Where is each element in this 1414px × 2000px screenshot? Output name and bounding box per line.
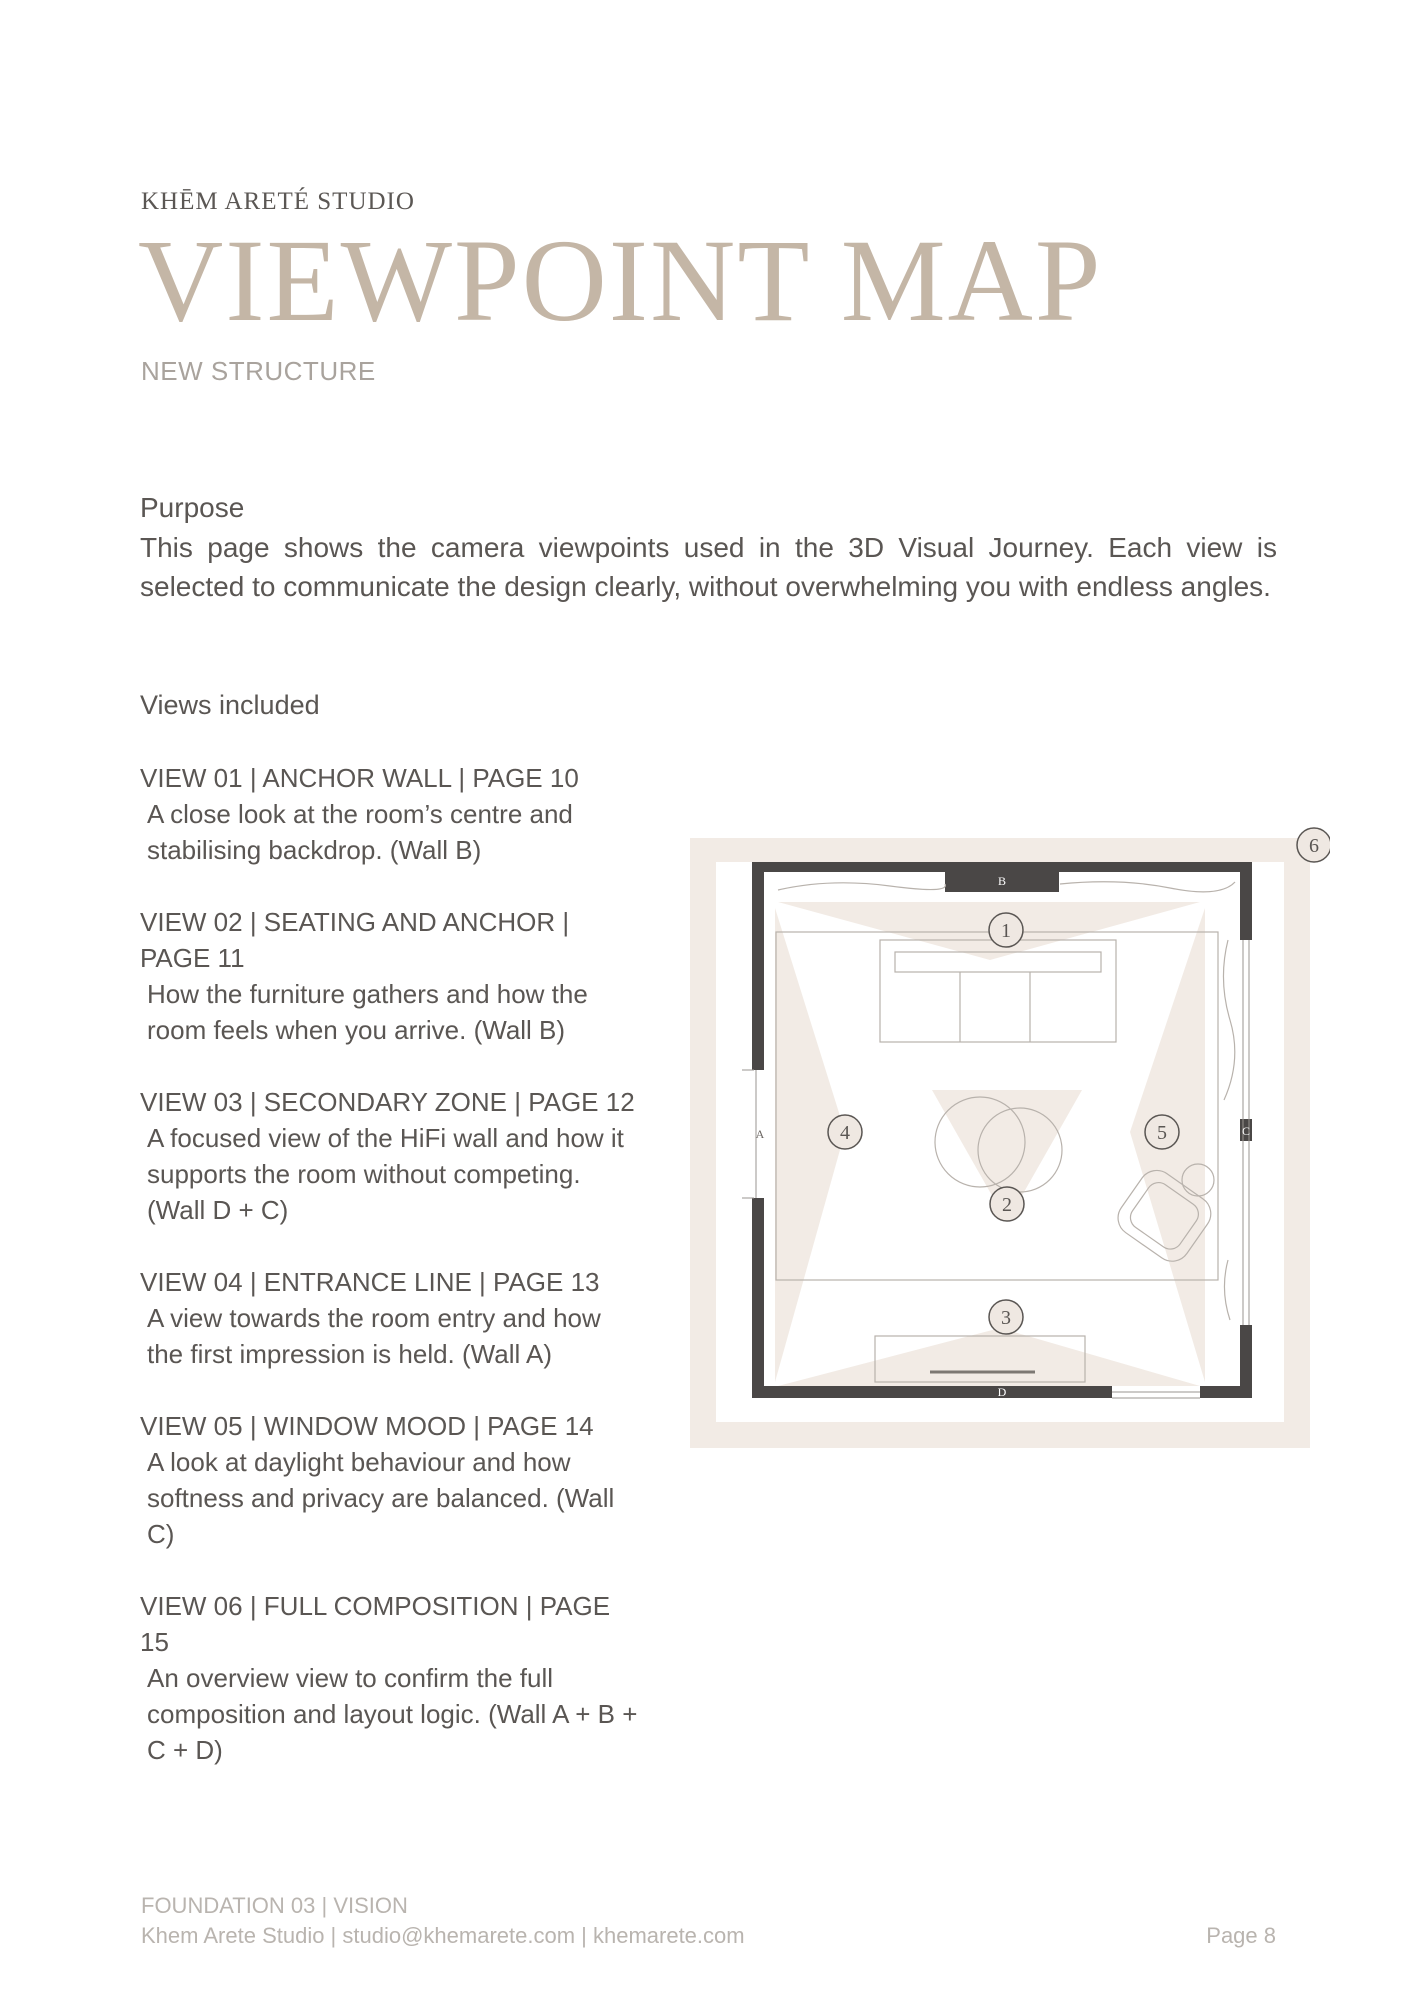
view-description: A focused view of the HiFi wall and how it supports the room without competing. (Wall D + C) [147, 1123, 624, 1225]
svg-text:6: 6 [1309, 835, 1319, 857]
view-description: A close look at the room’s centre and stabilising backdrop. (Wall B) [147, 799, 573, 865]
purpose-text: This page shows the camera viewpoints used in the 3D Visual Journey. Each view is selected to communicate the design clearly, without overwhelming you with endless angles. [140, 532, 1277, 602]
view-description: An overview view to confirm the full composition and layout logic. (Wall A + B + C + D) [147, 1663, 638, 1765]
view-description: A look at daylight behaviour and how softness and privacy are balanced. (Wall C) [147, 1447, 615, 1549]
views-heading: Views included [140, 690, 320, 720]
svg-text:5: 5 [1157, 1122, 1167, 1144]
purpose-heading: Purpose [140, 492, 245, 523]
view-title: VIEW 01 | ANCHOR WALL | PAGE 10 [140, 763, 579, 793]
page-subtitle: NEW STRUCTURE [141, 356, 376, 386]
wall-label-a: A [755, 1127, 765, 1141]
page-number: Page 8 [1206, 1923, 1276, 1948]
footer-contact: Khem Arete Studio | studio@khemarete.com | khemarete.com [141, 1923, 745, 1948]
viewpoint-marker-5 [1145, 1115, 1179, 1149]
viewpoint-marker-4 [828, 1115, 862, 1149]
view-title: VIEW 03 | SECONDARY ZONE | PAGE 12 [140, 1087, 635, 1117]
page-title: VIEWPOINT MAP [138, 215, 1103, 346]
view-item-04 [140, 1264, 640, 1372]
wall-label-d: D [997, 1385, 1007, 1399]
viewpoint-marker-6 [1297, 828, 1330, 862]
viewpoint-marker-2 [990, 1187, 1024, 1221]
floor-plan [690, 820, 1330, 1460]
view-item-05 [140, 1408, 640, 1552]
wall-label-b: B [997, 874, 1007, 888]
view-item-03 [140, 1084, 640, 1228]
svg-text:2: 2 [1002, 1194, 1012, 1216]
view-item-02 [140, 904, 640, 1048]
svg-text:3: 3 [1001, 1307, 1011, 1329]
view-title: VIEW 05 | WINDOW MOOD | PAGE 14 [140, 1411, 594, 1441]
viewpoint-marker-3 [989, 1300, 1023, 1334]
view-description: How the furniture gathers and how the room feels when you arrive. (Wall B) [147, 979, 588, 1045]
view-title: VIEW 06 | FULL COMPOSITION | PAGE 15 [140, 1591, 611, 1657]
footer-section: FOUNDATION 03 | VISION [141, 1893, 408, 1918]
svg-text:1: 1 [1001, 920, 1011, 942]
view-item-06 [140, 1588, 640, 1768]
views-list [140, 760, 640, 1804]
view-description: A view towards the room entry and how the first impression is held. (Wall A) [147, 1303, 601, 1369]
wall-label-c: C [1241, 1124, 1251, 1138]
svg-text:4: 4 [840, 1122, 850, 1144]
viewpoint-marker-1 [989, 913, 1023, 947]
view-title: VIEW 04 | ENTRANCE LINE | PAGE 13 [140, 1267, 600, 1297]
view-title: VIEW 02 | SEATING AND ANCHOR | PAGE 11 [140, 907, 570, 973]
studio-name: KHĒM ARETÉ STUDIO [141, 188, 415, 215]
view-item-01 [140, 760, 640, 868]
